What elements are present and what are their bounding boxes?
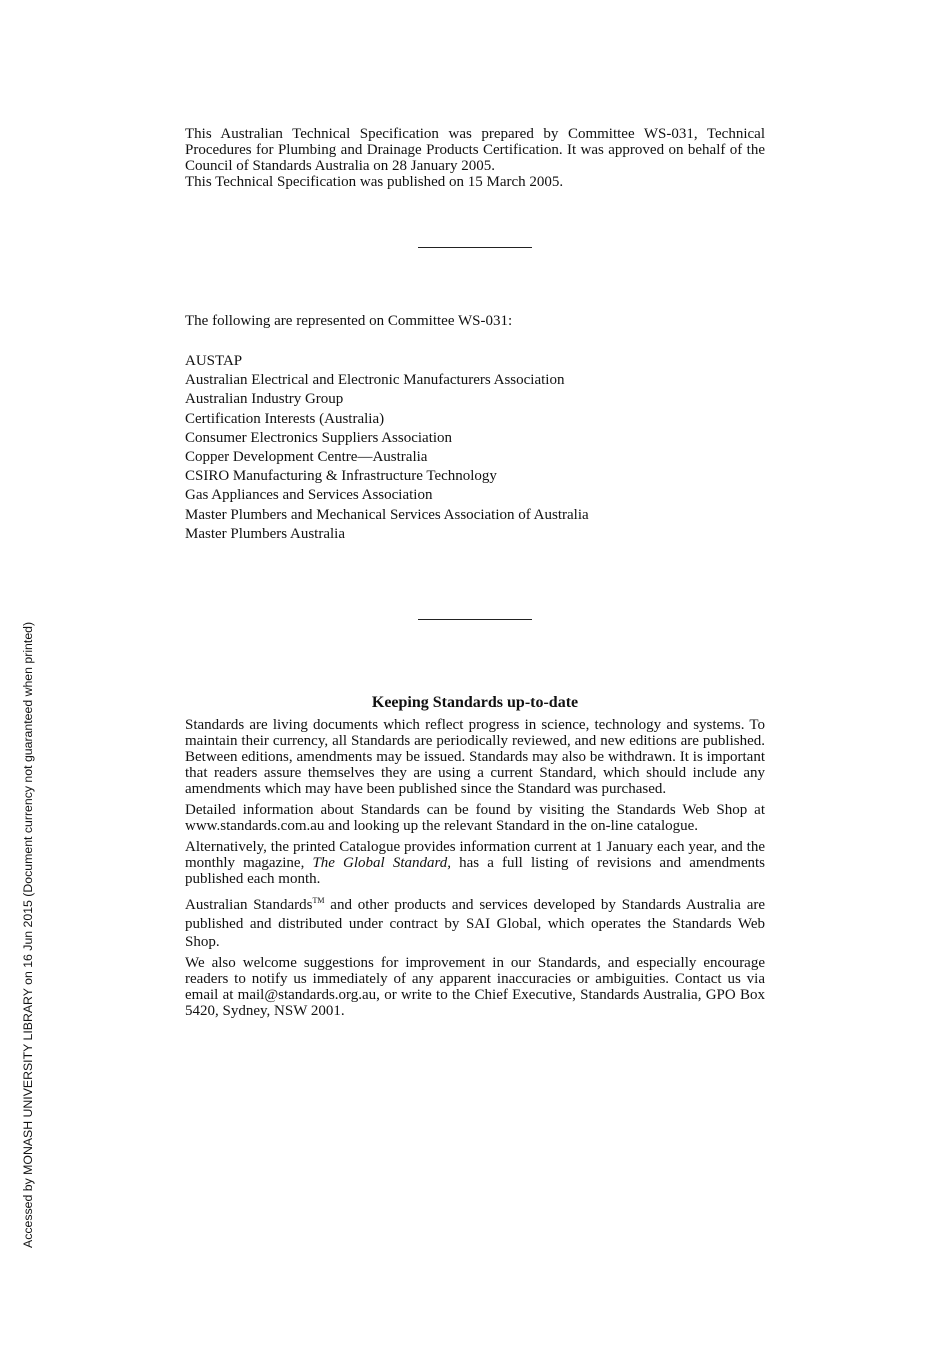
distribution-text-end: and other products and services developed by Standards Australia are published and distributed under contract by SAI Global, which operates the Standards Web Shop. bbox=[185, 897, 766, 950]
committee-member: Australian Electrical and Electronic Manufacturers Association bbox=[185, 372, 565, 389]
catalogue-text-end: has a full listing of revisions and amendments published each month. bbox=[185, 855, 766, 887]
publication-date-paragraph: This Technical Specification was published on 15 March 2005. bbox=[185, 174, 564, 190]
committee-member-list bbox=[185, 352, 589, 544]
preparation-notice bbox=[185, 126, 765, 190]
section-divider bbox=[418, 247, 532, 248]
keeping-standards-heading: Keeping Standards up-to-date bbox=[371, 694, 579, 711]
committee-member: Consumer Electronics Suppliers Association bbox=[185, 429, 453, 446]
committee-member: Certification Interests (Australia) bbox=[185, 410, 385, 427]
suggestions-paragraph: We also welcome suggestions for improvement in our Standards, and especially encourage readers to notify us immediately of any apparent inaccuracies or ambiguities. Contact us via email at mail@standards.org.au, or write to the Chief Executive, Standards Australia, GPO Box 5420, Sydney, NSW 2001. bbox=[185, 954, 765, 1019]
preparation-paragraph: This Australian Technical Specification was prepared by Committee WS-031, Technical Procedures for Plumbing and Drainage Products Certification. It was approved on behalf of the Council of Standards Australia on 28 January 2005. bbox=[185, 126, 765, 174]
committee-member: CSIRO Manufacturing & Infrastructure Technology bbox=[185, 468, 497, 485]
committee-member: Copper Development Centre—Australia bbox=[185, 449, 428, 466]
magazine-title: The Global Standard, bbox=[312, 855, 452, 871]
distribution-text: Australian Standards bbox=[185, 897, 313, 913]
committee-member: Gas Appliances and Services Association bbox=[185, 487, 433, 504]
living-documents-paragraph: Standards are living documents which reflect progress in science, technology and systems. To maintain their currency, all Standards are periodically reviewed, and new editions are published. Between editions, amendments may be issued. Standards may also be withdrawn. It is important that readers assure themselves they are using a current Standard, which should include any amendments which may have been published since the Standard was purchased. bbox=[185, 717, 765, 797]
committee-member: Master Plumbers and Mechanical Services Association of Australia bbox=[185, 506, 589, 523]
web-shop-paragraph: Detailed information about Standards can be found by visiting the Standards Web Shop at www.standards.com.au and looking up the relevant Standard in the on-line catalogue. bbox=[185, 802, 765, 834]
access-watermark: Accessed by MONASH UNIVERSITY LIBRARY on 16 Jun 2015 (Document currency not guaranteed when printed) bbox=[21, 621, 35, 1248]
catalogue-text: Alternatively, the printed Catalogue provides information current at 1 January each year, and the monthly magazine, bbox=[185, 839, 765, 871]
committee-heading: The following are represented on Committee WS-031: bbox=[185, 313, 513, 329]
catalogue-paragraph bbox=[185, 839, 765, 887]
section-divider bbox=[418, 619, 532, 620]
committee-member: Australian Industry Group bbox=[185, 391, 344, 408]
committee-member: Master Plumbers Australia bbox=[185, 525, 345, 542]
trademark-mark: TM bbox=[312, 896, 325, 905]
committee-member: AUSTAP bbox=[185, 353, 243, 369]
distribution-paragraph bbox=[185, 892, 765, 952]
keeping-standards-section bbox=[185, 717, 765, 1024]
